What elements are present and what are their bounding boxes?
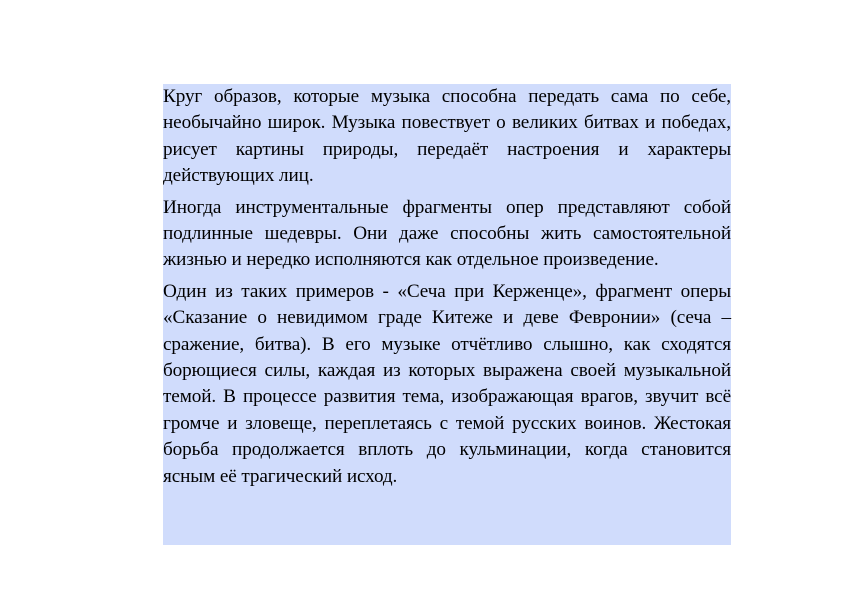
paragraph-2: Иногда инструментальные фрагменты опер представляют собой подлинные шедевры. Они даже способны жить самостоятельной жизнью и нередко исполняются как отдельное произведение. [163,196,731,271]
paragraph-1: Круг образов, которые музыка способна передать сама по себе, необычайно широк. Музыка повествует о великих битвах и победах, рисует картины природы, передаёт настроения и характеры действующих лиц. [163,86,731,187]
paragraph-3: Один из таких примеров - «Сеча при Керженце», фрагмент оперы «Сказание о невидимом граде Китеже и деве Февронии» (сеча – сражение, битва). В его музыке отчётливо слышно, как сходятся борющиеся силы, каждая из которых выражена своей музыкальной темой. В процессе развития тема, изображающая врагов, звучит всё громче и зловеще, переплетаясь с темой русских воинов. Жестокая борьба продолжается вплоть до кульминации, когда становится ясным её трагический исход. [163,280,731,487]
text-block [163,84,731,545]
